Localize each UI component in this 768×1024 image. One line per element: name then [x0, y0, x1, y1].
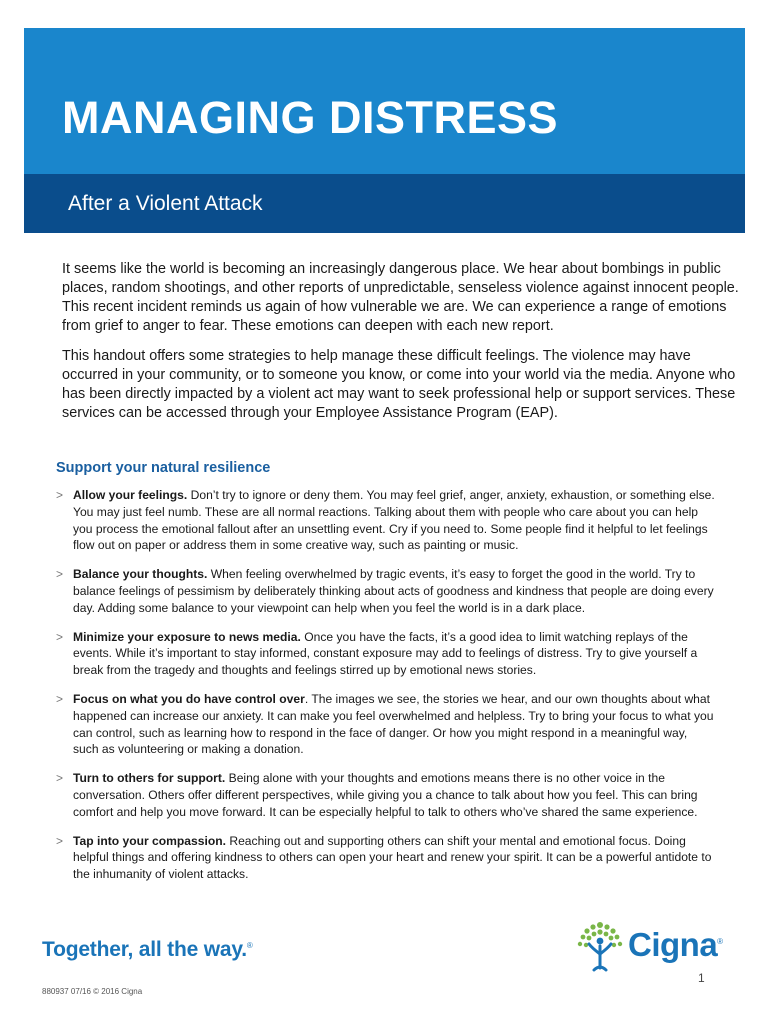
- tip-text: . The images we see, the stories we hear, and our own thoughts about what happened can increase our anxiety. It can make you feel overwhelmed and helpless. Try to bring your focus to what you can control, such as learning how to respond in the face of danger. Or how you might respond in a meaningful way, such as volunteering or making a donation.: [73, 691, 714, 757]
- chevron-right-icon: >: [56, 488, 64, 502]
- page-number: 1: [698, 971, 705, 985]
- tagline: [42, 938, 253, 962]
- tip-item: [56, 566, 716, 616]
- chevron-right-icon: >: [56, 691, 64, 706]
- registered-mark: ®: [717, 937, 723, 946]
- tip-lead: Balance your thoughts.: [73, 567, 208, 582]
- page-title: MANAGING DISTRESS: [62, 92, 559, 143]
- cigna-wordmark: [628, 926, 723, 964]
- chevron-right-icon: >: [56, 567, 64, 582]
- page-subtitle: After a Violent Attack: [68, 192, 263, 215]
- chevron-right-icon: >: [56, 629, 64, 644]
- tip-lead: Allow your feelings.: [73, 488, 188, 502]
- intro-paragraph: It seems like the world is becoming an increasingly dangerous place. We hear about bombings in public places, random shootings, and other reports of unpredictable, senseless violence against innocent people. This recent incident reminds us again of how vulnerable we are. We can experience a range of emotions from grief to anger to fear. These emotions can deepen with each new report.: [62, 261, 739, 334]
- chevron-right-icon: >: [56, 833, 64, 848]
- tips-list: [56, 487, 716, 895]
- cigna-logo: [576, 920, 726, 974]
- tip-text: Don’t try to ignore or deny them. You may feel grief, anger, anxiety, exhaustion, or something else. You may just feel numb. These are all normal reactions. Talking about them with people who care about you can help you process the emotional fallout after an unsettling event. Cry if you need to. Some people find it helpful to let feelings flow out on paper or address them in some creative way, such as painting or music.: [73, 488, 715, 553]
- tip-text: Being alone with your thoughts and emotions means there is no other voice in the conversation. Others offer different perspectives, while giving you a chance to talk about how you feel. This can bring comfort and help you move forward. It can be especially helpful to talk to others who’ve shared the same experience.: [73, 771, 698, 819]
- tip-text: Once you have the facts, it’s a good idea to limit watching replays of the events. While it’s important to stay informed, constant exposure may add to feelings of distress. Try to give yourself a break from the tragedy and thoughts and feelings stirred up by emotional news stories.: [73, 629, 698, 678]
- section-heading: Support your natural resilience: [56, 460, 271, 476]
- tip-text: Reaching out and supporting others can shift your mental and emotional focus. Doing helpful things and offering kindness to others can open your heart and renew your spirit. It can be a powerful antidote to the inhumanity of violent attacks.: [73, 833, 712, 882]
- tip-lead: Minimize your exposure to news media.: [73, 629, 301, 644]
- intro-section: [62, 260, 742, 434]
- registered-mark: ®: [246, 941, 253, 950]
- tip-lead: Focus on what you do have control over: [73, 691, 305, 706]
- intro-paragraph: This handout offers some strategies to help manage these difficult feelings. The violence may have occurred in your community, or to someone you know, or come into your world via the media. Anyone who has been directly impacted by a violent act may want to seek professional help or support services. These services can be accessed through your Employee Assistance Program (EAP).: [62, 348, 736, 421]
- chevron-right-icon: >: [56, 771, 64, 786]
- logo-text: Cigna: [628, 926, 718, 963]
- document-code: 880937 07/16 © 2016 Cigna: [42, 987, 143, 996]
- tip-lead: Tap into your compassion.: [73, 833, 226, 848]
- tip-item: [56, 629, 716, 679]
- tip-item: [56, 691, 716, 758]
- tree-of-life-icon: [576, 920, 624, 974]
- tip-text: When feeling overwhelmed by tragic events, it’s easy to forget the good in the world. Try to balance feelings of pessimism by deliberately thinking about acts of goodness and kindness that people are doing every day. Adding some balance to your viewpoint can help when you feel the world is in a dark place.: [73, 567, 714, 615]
- subtitle-banner: [24, 174, 745, 233]
- tip-item: [56, 487, 716, 554]
- tip-item: [56, 833, 716, 883]
- title-banner: [24, 28, 745, 174]
- tagline-text: Together, all the way.: [42, 938, 247, 961]
- tip-item: [56, 770, 716, 820]
- tip-lead: Turn to others for support.: [73, 771, 226, 786]
